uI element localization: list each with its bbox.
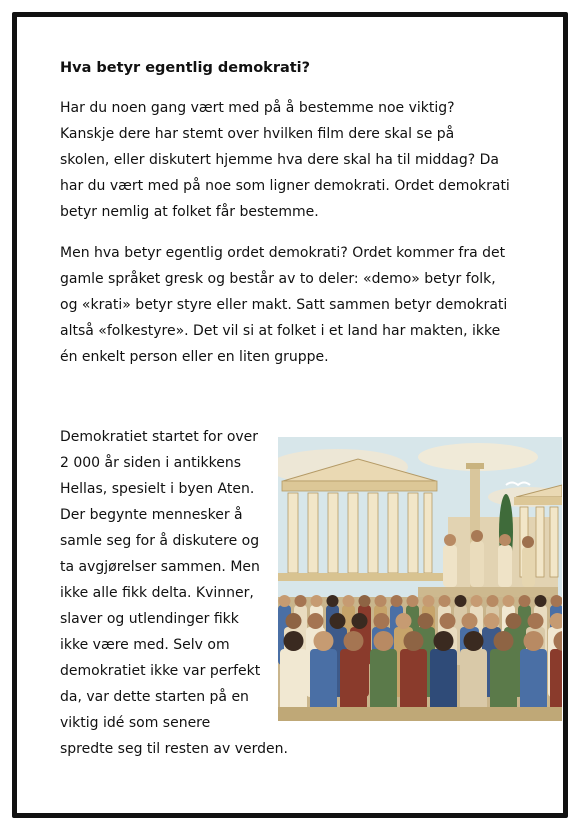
text-line: slaver og utlendinger fikk: [60, 611, 239, 627]
text-line: Der begynte mennesker å: [60, 507, 243, 523]
text-line: 2 000 år siden i antikkens: [60, 455, 241, 471]
text-line: én enkelt person eller en liten gruppe.: [60, 349, 329, 365]
text-line: ikke alle fikk delta. Kvinner,: [60, 585, 254, 601]
text-line: ikke være med. Selv om: [60, 637, 230, 653]
paragraph-meaning: [60, 240, 507, 370]
page-heading: Hva betyr egentlig demokrati?: [60, 60, 311, 76]
text-line: altså «folkestyre». Det vil si at folket i et land har makten, ikke: [60, 323, 501, 339]
text-line: Kanskje dere har stemt over hvilken film dere skal se på: [60, 126, 455, 142]
ancient-athens-assembly-illustration: [278, 437, 562, 721]
paragraph-intro: [60, 95, 510, 225]
text-line: viktig idé som senere: [60, 715, 211, 731]
text-line: samle seg for å diskutere og: [60, 533, 260, 549]
text-line: Hellas, spesielt i byen Aten.: [60, 481, 255, 497]
text-line: og «krati» betyr styre eller makt. Satt sammen betyr demokrati: [60, 297, 508, 313]
text-line: har du vært med på noe som ligner demokrati. Ordet demokrati: [60, 178, 510, 194]
text-line: betyr nemlig at folket får bestemme.: [60, 204, 319, 220]
text-line: demokratiet ikke var perfekt: [60, 663, 261, 679]
text-line: spredte seg til resten av verden.: [60, 741, 288, 757]
illustration-canvas: [278, 437, 562, 721]
text-line: Men hva betyr egentlig ordet demokrati? Ordet kommer fra det: [60, 245, 506, 261]
paragraph-history: [60, 424, 288, 762]
text-line: Har du noen gang vært med på å bestemme noe viktig?: [60, 100, 455, 116]
text-line: skolen, eller diskutert hjemme hva dere skal ha til middag? Da: [60, 152, 499, 168]
text-line: da, var dette starten på en: [60, 689, 249, 705]
text-line: Demokratiet startet for over: [60, 429, 259, 445]
text-line: gamle språket gresk og består av to deler: «demo» betyr folk,: [60, 271, 496, 287]
text-line: ta avgjørelser sammen. Men: [60, 559, 260, 575]
